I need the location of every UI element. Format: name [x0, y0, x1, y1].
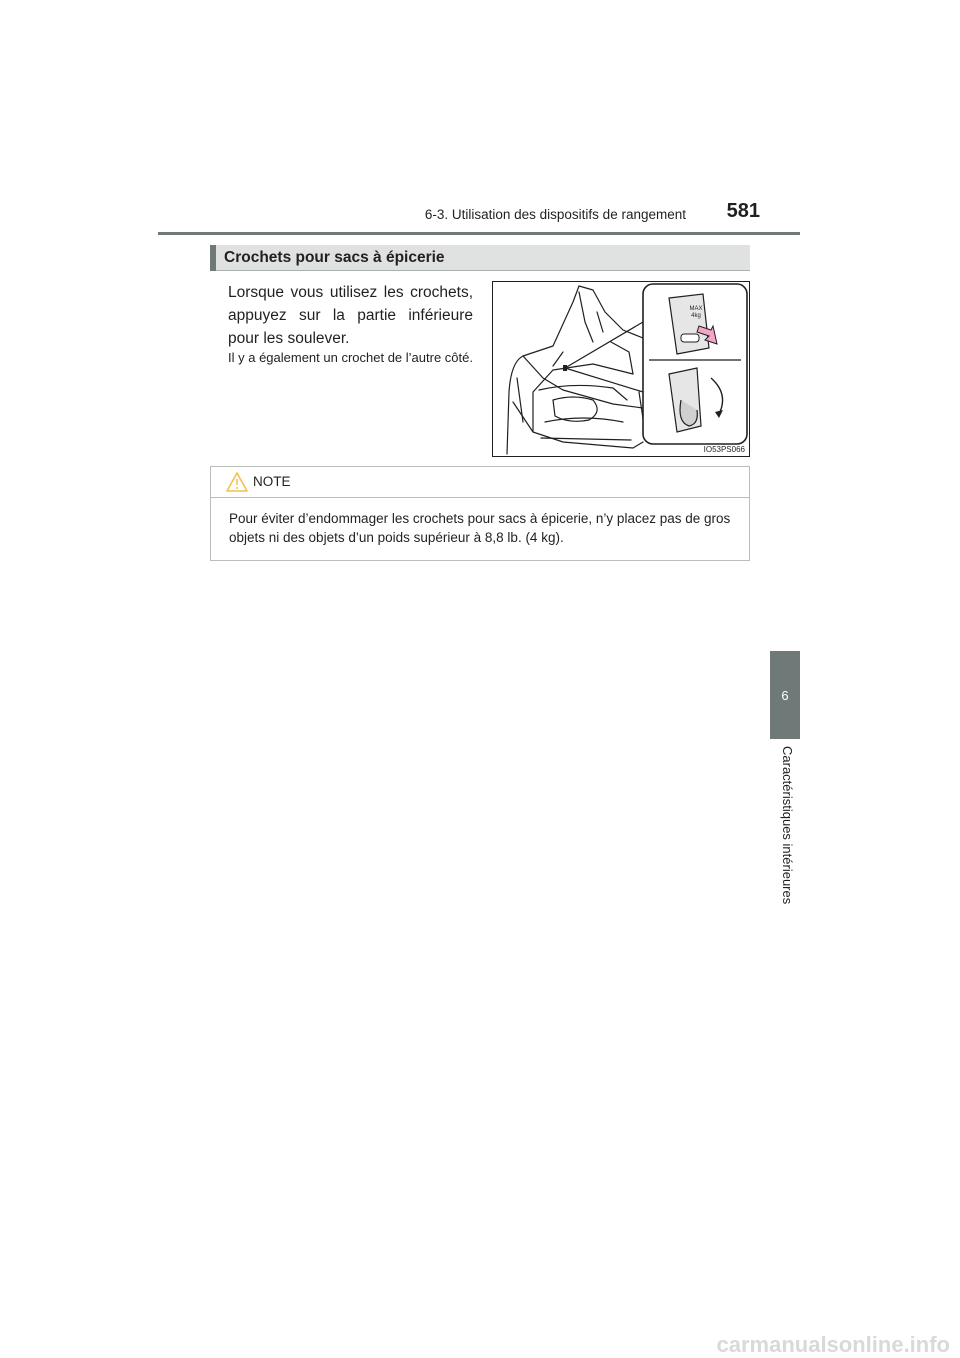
section-heading	[210, 245, 750, 271]
footer-watermark	[0, 1330, 960, 1358]
header-section-title: 6-3. Utilisation des dispositifs de rangement	[424, 207, 686, 222]
instruction-text: Lorsque vous utilisez les crochets, appuyez sur la partie inférieure pour les soulever.	[228, 284, 473, 347]
notice-text: Pour éviter d’endommager les crochets pour sacs à épicerie, n’y placez pas de gros objets ni des objets d’un poids supérieur à 8,8 lb. (4 kg).	[229, 511, 731, 545]
figure-code: IO53PS066	[703, 445, 745, 454]
chapter-title: Caractéristiques intérieures	[780, 746, 795, 905]
chapter-number: 6	[781, 687, 789, 703]
trunk-drawing	[493, 282, 749, 456]
chapter-tab	[770, 651, 800, 739]
header-divider	[158, 232, 800, 235]
section-heading-accent	[210, 245, 216, 271]
instruction-note: Il y a également un crochet de l’autre côté.	[228, 350, 473, 365]
warning-triangle-icon	[225, 471, 249, 493]
watermark-text: carmanualsonline.info	[716, 1332, 950, 1357]
notice-label: NOTE	[253, 474, 291, 489]
hook-illustration	[492, 281, 750, 457]
hook-label-weight: 4kg	[691, 313, 701, 319]
page-number: 581	[726, 200, 760, 222]
hook-label	[683, 306, 709, 320]
section-title: Crochets pour sacs à épicerie	[224, 249, 445, 266]
notice-header	[211, 467, 749, 498]
hook-label-max: MAX	[689, 306, 703, 312]
notice-box	[210, 466, 750, 561]
